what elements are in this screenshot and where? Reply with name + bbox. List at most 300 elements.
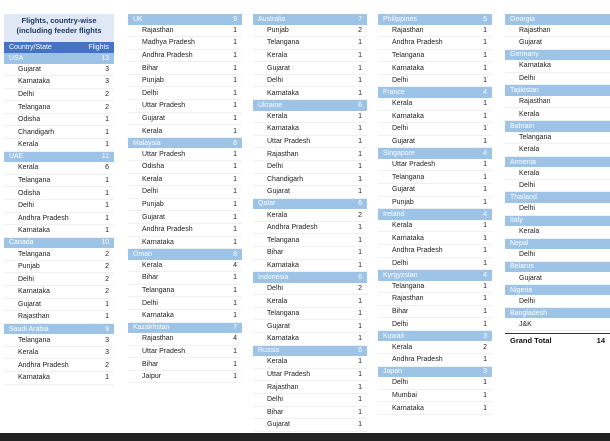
state-row[interactable] <box>378 293 492 306</box>
state-name: Andhra Pradesh <box>392 356 443 364</box>
state-name: Delhi <box>392 125 408 133</box>
state-flights: 1 <box>358 358 362 366</box>
country-row[interactable] <box>253 100 367 111</box>
state-row[interactable] <box>253 111 367 124</box>
state-flights: 2 <box>105 103 109 111</box>
state-name: Kerala <box>392 222 413 230</box>
state-row[interactable] <box>128 75 242 88</box>
state-row[interactable] <box>253 123 367 136</box>
country-total: 4 <box>483 210 487 218</box>
state-row[interactable] <box>253 148 367 161</box>
state-name: Rajasthan <box>519 98 551 106</box>
state-row[interactable] <box>4 126 114 139</box>
country-row[interactable] <box>378 87 492 98</box>
state-flights: 2 <box>358 284 362 292</box>
state-name: Delhi <box>18 90 34 98</box>
state-row[interactable] <box>505 108 610 121</box>
state-row[interactable] <box>378 306 492 319</box>
state-flights: 1 <box>483 259 487 267</box>
state-row[interactable] <box>378 281 492 294</box>
state-row[interactable] <box>505 96 610 109</box>
state-row[interactable] <box>128 260 242 273</box>
state-row[interactable] <box>128 272 242 285</box>
state-row[interactable] <box>378 136 492 149</box>
state-name: Gujarat <box>18 65 41 73</box>
country-name: Oman <box>133 250 153 258</box>
state-flights: 2 <box>105 263 109 271</box>
state-row[interactable] <box>4 187 114 200</box>
state-row[interactable] <box>505 144 610 157</box>
state-flights: 1 <box>105 214 109 222</box>
country-name: UK <box>133 15 143 23</box>
state-row[interactable] <box>253 369 367 382</box>
state-flights: 1 <box>233 213 237 221</box>
state-row[interactable] <box>378 377 492 390</box>
state-row[interactable] <box>4 286 114 299</box>
state-row[interactable] <box>128 224 242 237</box>
state-name: Andhra Pradesh <box>392 39 443 47</box>
state-name: Kerala <box>267 211 288 219</box>
country-row[interactable] <box>4 324 114 335</box>
state-row[interactable] <box>505 249 610 262</box>
state-row[interactable] <box>4 200 114 213</box>
state-row[interactable] <box>4 359 114 372</box>
country-row[interactable] <box>505 216 610 227</box>
country-name: Australia <box>258 15 286 23</box>
country-row[interactable] <box>253 346 367 357</box>
state-row[interactable] <box>253 75 367 88</box>
state-name: Kerala <box>267 297 288 305</box>
state-row[interactable] <box>128 371 242 384</box>
state-name: Gujarat <box>18 300 41 308</box>
state-name: Odisha <box>142 163 165 171</box>
state-row[interactable] <box>4 114 114 127</box>
state-row[interactable] <box>505 203 610 216</box>
country-name: Bangladesh <box>510 309 547 317</box>
state-row[interactable] <box>378 123 492 136</box>
state-flights: 1 <box>483 222 487 230</box>
state-row[interactable] <box>378 184 492 197</box>
country-row[interactable] <box>505 262 610 273</box>
country-name: Malaysia <box>133 139 161 147</box>
state-flights: 6 <box>105 164 109 172</box>
state-name: Rajasthan <box>142 335 174 343</box>
state-row[interactable] <box>505 226 610 239</box>
state-name: Rajasthan <box>18 313 50 321</box>
state-name: Kerala <box>18 141 39 149</box>
state-flights: 1 <box>358 64 362 72</box>
state-flights: 2 <box>105 250 109 258</box>
state-flights: 1 <box>483 404 487 412</box>
state-row[interactable] <box>253 136 367 149</box>
state-flights: 1 <box>483 77 487 85</box>
state-row[interactable] <box>253 308 367 321</box>
state-row[interactable] <box>4 273 114 286</box>
country-total: 4 <box>483 89 487 97</box>
state-row[interactable] <box>378 159 492 172</box>
state-row[interactable] <box>505 318 610 331</box>
country-name: Philippines <box>383 15 417 23</box>
state-flights: 1 <box>233 175 237 183</box>
state-flights: 1 <box>358 371 362 379</box>
state-flights: 1 <box>233 373 237 381</box>
state-name: Odisha <box>18 116 41 124</box>
state-flights: 1 <box>358 383 362 391</box>
state-row[interactable] <box>128 346 242 359</box>
state-row[interactable] <box>128 174 242 187</box>
state-row[interactable] <box>128 50 242 63</box>
country-row[interactable] <box>4 53 114 64</box>
state-row[interactable] <box>253 283 367 296</box>
country-row[interactable] <box>505 121 610 132</box>
header-label: Country/State <box>9 44 52 51</box>
state-flights: 1 <box>358 175 362 183</box>
state-name: Madhya Pradesh <box>142 39 195 47</box>
state-flights: 2 <box>358 211 362 219</box>
state-row[interactable] <box>4 347 114 360</box>
state-row[interactable] <box>378 37 492 50</box>
state-row[interactable] <box>4 101 114 114</box>
state-row[interactable] <box>253 356 367 369</box>
state-name: Delhi <box>519 182 535 190</box>
state-row[interactable] <box>505 180 610 193</box>
country-name: Armenia <box>510 158 537 166</box>
state-row[interactable] <box>128 285 242 298</box>
state-name: Telangana <box>142 287 175 295</box>
state-row[interactable] <box>128 62 242 75</box>
country-name: USA <box>9 54 24 62</box>
country-name: Kazakhstan <box>133 324 170 332</box>
state-row[interactable] <box>378 390 492 403</box>
country-total: 9 <box>105 325 109 333</box>
country-name: Tajikistan <box>510 87 539 95</box>
state-flights: 1 <box>358 89 362 97</box>
state-row[interactable] <box>253 260 367 273</box>
country-row[interactable] <box>505 50 610 61</box>
state-flights: 1 <box>233 51 237 59</box>
state-name: Delhi <box>18 202 34 210</box>
state-row[interactable] <box>128 87 242 100</box>
country-row[interactable] <box>128 14 242 25</box>
country-row[interactable] <box>128 138 242 149</box>
country-row[interactable] <box>505 239 610 250</box>
state-flights: 1 <box>105 189 109 197</box>
state-flights: 1 <box>483 320 487 328</box>
grand-total-label: Grand Total <box>510 335 552 345</box>
state-name: Kerala <box>519 146 540 154</box>
state-name: Karnataka <box>267 125 299 133</box>
state-row[interactable] <box>505 60 610 73</box>
state-flights: 1 <box>358 236 362 244</box>
state-row[interactable] <box>378 197 492 210</box>
country-total: 4 <box>483 150 487 158</box>
state-row[interactable] <box>253 419 367 432</box>
state-flights: 1 <box>483 51 487 59</box>
state-row[interactable] <box>378 75 492 88</box>
state-row[interactable] <box>253 37 367 50</box>
state-row[interactable] <box>128 125 242 138</box>
state-name: Telangana <box>392 173 425 181</box>
state-row[interactable] <box>253 25 367 38</box>
state-name: Gujarat <box>519 39 542 47</box>
state-row[interactable] <box>253 87 367 100</box>
country-row[interactable] <box>505 14 610 25</box>
state-flights: 1 <box>105 202 109 210</box>
state-name: Gujarat <box>267 188 290 196</box>
state-flights: 1 <box>233 114 237 122</box>
state-row[interactable] <box>4 213 114 226</box>
state-row[interactable] <box>4 162 114 175</box>
state-row[interactable] <box>378 318 492 331</box>
state-row[interactable] <box>4 372 114 385</box>
state-row[interactable] <box>253 247 367 260</box>
state-name: Delhi <box>142 299 158 307</box>
state-name: J&K <box>519 320 532 328</box>
state-name: Telangana <box>18 250 51 258</box>
state-row[interactable] <box>378 171 492 184</box>
state-row[interactable] <box>378 354 492 367</box>
column-2 <box>128 14 242 383</box>
state-name: Andhra Pradesh <box>142 226 193 234</box>
state-name: Telangana <box>18 336 51 344</box>
state-flights: 1 <box>105 116 109 124</box>
state-row[interactable] <box>253 333 367 346</box>
state-row[interactable] <box>253 62 367 75</box>
state-row[interactable] <box>253 320 367 333</box>
country-row[interactable] <box>505 285 610 296</box>
state-row[interactable] <box>253 186 367 199</box>
state-row[interactable] <box>4 139 114 152</box>
state-flights: 1 <box>483 186 487 194</box>
country-row[interactable] <box>378 148 492 159</box>
country-total: 10 <box>101 239 109 247</box>
state-name: Uttar Pradesh <box>392 161 436 169</box>
state-row[interactable] <box>253 234 367 247</box>
state-row[interactable] <box>4 225 114 238</box>
column-5 <box>505 14 610 346</box>
state-name: Delhi <box>519 205 535 213</box>
state-flights: 2 <box>105 275 109 283</box>
country-row[interactable] <box>378 367 492 378</box>
state-row[interactable] <box>505 37 610 50</box>
country-total: 13 <box>101 54 109 62</box>
state-flights: 1 <box>233 299 237 307</box>
state-name: Kerala <box>18 349 39 357</box>
country-name: Canada <box>9 239 34 247</box>
state-row[interactable] <box>128 37 242 50</box>
country-row[interactable] <box>505 192 610 203</box>
country-row[interactable] <box>253 14 367 25</box>
state-row[interactable] <box>378 111 492 124</box>
country-row[interactable] <box>378 209 492 220</box>
state-name: Rajasthan <box>392 295 424 303</box>
country-row[interactable] <box>378 270 492 281</box>
state-name: Mumbai <box>392 392 417 400</box>
state-row[interactable] <box>378 62 492 75</box>
country-row[interactable] <box>4 238 114 249</box>
state-flights: 1 <box>105 313 109 321</box>
state-name: Delhi <box>519 251 535 259</box>
state-row[interactable] <box>128 199 242 212</box>
state-flights: 1 <box>233 226 237 234</box>
state-name: Karnataka <box>392 404 424 412</box>
state-row[interactable] <box>253 50 367 63</box>
country-name: Kuwait <box>383 332 405 340</box>
state-flights: 1 <box>105 177 109 185</box>
state-name: Telangana <box>18 177 51 185</box>
state-row[interactable] <box>505 132 610 145</box>
country-row[interactable] <box>505 157 610 168</box>
country-total: 4 <box>483 271 487 279</box>
state-name: Kerala <box>142 175 163 183</box>
state-row[interactable] <box>128 237 242 250</box>
state-name: Gujarat <box>142 213 165 221</box>
state-flights: 1 <box>233 188 237 196</box>
state-row[interactable] <box>253 295 367 308</box>
state-flights: 1 <box>483 247 487 255</box>
state-name: Punjab <box>142 201 164 209</box>
state-row[interactable] <box>128 161 242 174</box>
state-row[interactable] <box>4 299 114 312</box>
country-row[interactable] <box>378 331 492 342</box>
state-flights: 1 <box>483 198 487 206</box>
state-row[interactable] <box>128 310 242 323</box>
state-row[interactable] <box>378 232 492 245</box>
country-row[interactable] <box>378 14 492 25</box>
state-row[interactable] <box>253 161 367 174</box>
state-flights: 1 <box>233 150 237 158</box>
state-row[interactable] <box>128 25 242 38</box>
state-row[interactable] <box>505 272 610 285</box>
state-name: Andhra Pradesh <box>392 247 443 255</box>
state-name: Bihar <box>267 249 284 257</box>
state-row[interactable] <box>253 394 367 407</box>
state-row[interactable] <box>128 100 242 113</box>
state-row[interactable] <box>253 174 367 187</box>
country-name: Ukraine <box>258 101 283 109</box>
state-row[interactable] <box>4 175 114 188</box>
state-row[interactable] <box>378 258 492 271</box>
country-name: Kyrgyzstan <box>383 271 418 279</box>
country-row[interactable] <box>505 85 610 96</box>
state-row[interactable] <box>128 333 242 346</box>
state-name: Kerala <box>392 100 413 108</box>
state-name: Rajasthan <box>267 150 299 158</box>
state-row[interactable] <box>253 209 367 222</box>
state-name: Bihar <box>142 360 159 368</box>
state-flights: 1 <box>233 163 237 171</box>
state-name: Punjab <box>267 26 289 34</box>
state-name: Karnataka <box>519 62 551 70</box>
state-row[interactable] <box>4 64 114 77</box>
country-row[interactable] <box>4 152 114 163</box>
state-row[interactable] <box>128 148 242 161</box>
state-row[interactable] <box>4 261 114 274</box>
state-row[interactable] <box>505 73 610 86</box>
state-row[interactable] <box>4 248 114 261</box>
column-4 <box>378 14 492 415</box>
state-row[interactable] <box>4 311 114 324</box>
state-name: Telangana <box>519 133 552 141</box>
state-flights: 1 <box>483 173 487 181</box>
country-total: 8 <box>233 250 237 258</box>
state-row[interactable] <box>505 167 610 180</box>
state-flights: 1 <box>233 347 237 355</box>
country-row[interactable] <box>505 308 610 319</box>
state-name: Kerala <box>267 358 288 366</box>
state-flights: 1 <box>483 39 487 47</box>
state-name: Karnataka <box>142 238 174 246</box>
state-row[interactable] <box>378 50 492 63</box>
state-name: Gujarat <box>267 421 290 429</box>
state-row[interactable] <box>128 297 242 310</box>
state-row[interactable] <box>128 358 242 371</box>
state-name: Telangana <box>267 236 300 244</box>
country-row[interactable] <box>128 323 242 334</box>
state-row[interactable] <box>4 76 114 89</box>
state-flights: 1 <box>105 128 109 136</box>
state-flights: 1 <box>358 150 362 158</box>
state-flights: 1 <box>233 201 237 209</box>
state-name: Delhi <box>519 297 535 305</box>
state-name: Delhi <box>267 396 283 404</box>
state-row[interactable] <box>378 402 492 415</box>
state-row[interactable] <box>378 98 492 111</box>
country-total: 6 <box>358 347 362 355</box>
grand-total-value: 14 <box>596 335 605 345</box>
state-name: Gujarat <box>519 274 542 282</box>
state-row[interactable] <box>128 113 242 126</box>
state-flights: 1 <box>233 238 237 246</box>
state-name: Karnataka <box>18 374 50 382</box>
state-flights: 1 <box>483 26 487 34</box>
state-row[interactable] <box>253 381 367 394</box>
state-row[interactable] <box>505 25 610 38</box>
country-row[interactable] <box>253 199 367 210</box>
state-flights: 1 <box>358 261 362 269</box>
window-bottom-bar <box>0 433 610 441</box>
country-row[interactable] <box>128 249 242 260</box>
state-row[interactable] <box>378 245 492 258</box>
state-row[interactable] <box>378 25 492 38</box>
state-flights: 3 <box>105 349 109 357</box>
state-name: Delhi <box>142 188 158 196</box>
column-1 <box>4 14 114 385</box>
state-row[interactable] <box>128 211 242 224</box>
country-row[interactable] <box>253 272 367 283</box>
state-flights: 1 <box>358 125 362 133</box>
state-name: Jaipur <box>142 373 162 381</box>
state-flights: 1 <box>358 408 362 416</box>
state-row[interactable] <box>378 341 492 354</box>
country-name: Nigeria <box>510 286 533 294</box>
state-row[interactable] <box>505 295 610 308</box>
state-row[interactable] <box>253 222 367 235</box>
state-row[interactable] <box>4 334 114 347</box>
state-flights: 1 <box>483 392 487 400</box>
state-row[interactable] <box>378 220 492 233</box>
state-name: Kerala <box>519 110 540 118</box>
state-flights: 1 <box>483 234 487 242</box>
state-row[interactable] <box>4 89 114 102</box>
state-row[interactable] <box>253 407 367 420</box>
state-name: Kerala <box>142 261 163 269</box>
state-flights: 1 <box>483 125 487 133</box>
state-flights: 2 <box>483 343 487 351</box>
state-flights: 1 <box>483 356 487 364</box>
state-row[interactable] <box>128 186 242 199</box>
state-flights: 1 <box>358 224 362 232</box>
